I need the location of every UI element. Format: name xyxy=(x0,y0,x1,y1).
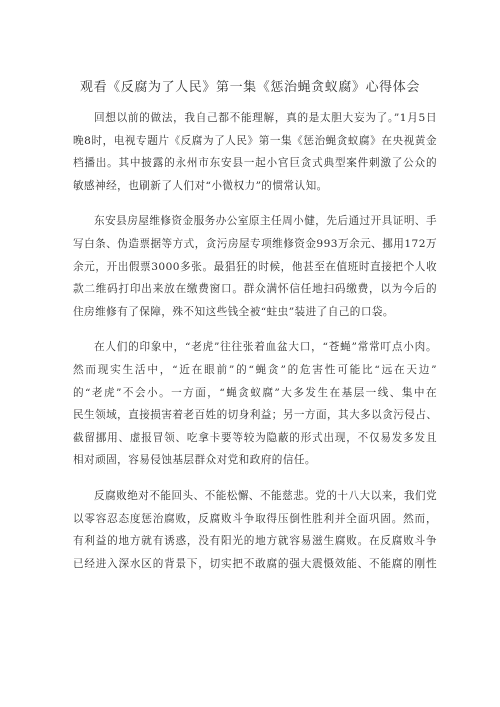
paragraph-line: 东安县房屋维修资金服务办公室原主任周小健，先后通过开具证明、手 xyxy=(94,215,437,228)
paragraph-line: 写白条、伪造票据等方式，贪污房屋专项维修资金993万余元、挪用172万 xyxy=(73,237,437,250)
paragraph-line: 有利益的地方就有诱惑，没有阳光的地方就容易滋生腐败。在反腐败斗争 xyxy=(73,535,437,548)
paragraph-line: 住房维修有了保障，殊不知这些钱全被“蛀虫”装进了自己的口袋。 xyxy=(73,305,394,318)
paragraph-2 xyxy=(73,210,437,323)
paragraph-line: 反腐败绝对不能回头、不能松懈、不能慈悲。党的十八大以来，我们党 xyxy=(94,489,437,502)
paragraph-line: 款二维码打印出来放在缴费窗口。群众满怀信任地扫码缴费，以为今后的 xyxy=(73,283,437,296)
paragraph-line: 民生领域，直接损害着老百姓的切身利益；另一方面，其大多以贪污侵占、 xyxy=(73,409,438,422)
document-body xyxy=(73,107,437,588)
paragraph-4 xyxy=(73,485,437,575)
paragraph-line: 档播出。其中披露的永州市东安县一起小官巨贪式典型案件刺激了公众的 xyxy=(73,157,437,170)
paragraph-3 xyxy=(73,336,437,472)
paragraph-line: 以零容忍态度惩治腐败，反腐败斗争取得压倒性胜利并全面巩固。然而， xyxy=(73,512,437,525)
paragraph-line: 然而现实生活中，“近在眼前”的“蝇贪”的危害性可能比“远在天边” xyxy=(73,363,437,376)
paragraph-line: 相对顽固，容易侵蚀基层群众对党和政府的信任。 xyxy=(73,454,316,467)
paragraph-line: 已经进入深水区的背景下，切实把不敢腐的强大震慑效能、不能腐的刚性 xyxy=(73,557,437,570)
paragraph-line: 截留挪用、虚报冒领、吃拿卡要等较为隐蔽的形式出现，不仅易发多发且 xyxy=(73,431,437,444)
paragraph-line: 晚8时，电视专题片《反腐为了人民》第一集《惩治蝇贪蚁腐》在央视黄金 xyxy=(73,134,437,147)
paragraph-line: 余元，开出假票3000多张。最猖狂的时候，他甚至在值班时直接把个人收 xyxy=(73,260,437,273)
paragraph-line: 在人们的印象中，“老虎”往往张着血盆大口，“苍蝇”常常叮点小肉。 xyxy=(94,341,437,354)
paragraph-line: 回想以前的做法，我自己都不能理解，真的是太胆大妄为了。”1月5日 xyxy=(94,112,437,124)
paragraph-line: 敏感神经，也刷新了人们对“小微权力”的惯常认知。 xyxy=(73,179,328,192)
document-title: 观看《反腐为了人民》第一集《惩治蝇贪蚁腐》心得体会 xyxy=(79,80,420,95)
paragraph-1 xyxy=(73,107,437,197)
paragraph-line: 的“老虎”不会小。一方面，“蝇贪蚁腐”大多发生在基层一线、集中在 xyxy=(73,386,437,399)
